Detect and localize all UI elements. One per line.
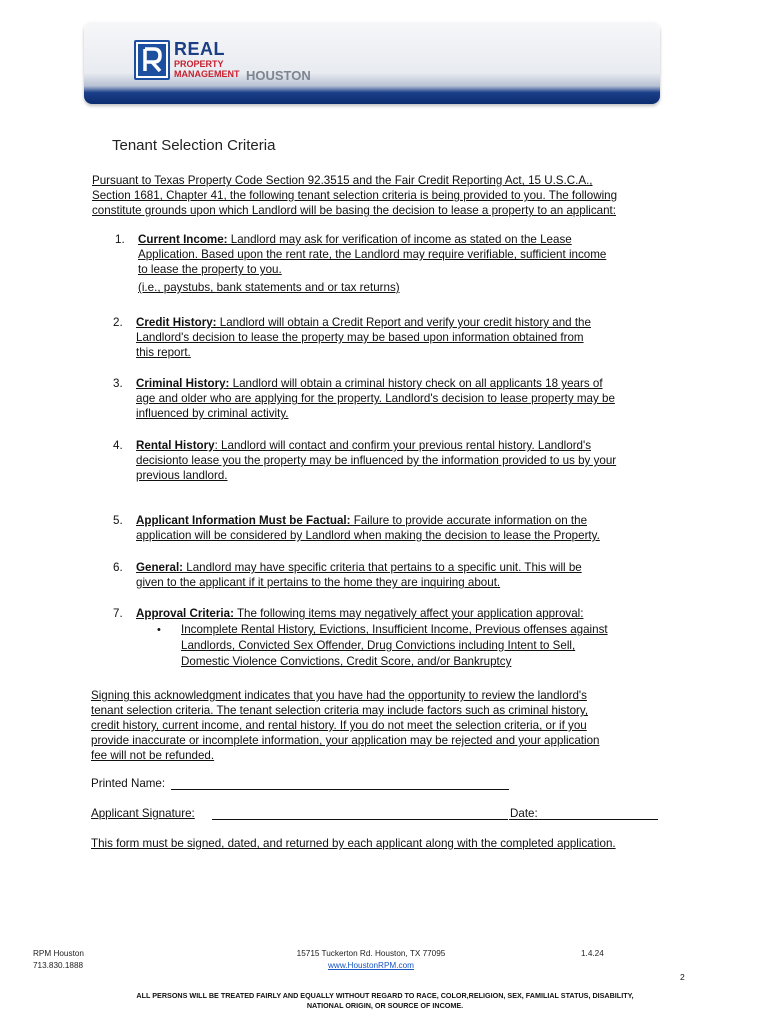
applicant-signature-field[interactable] — [212, 819, 508, 820]
acknowledgment-paragraph — [91, 688, 651, 763]
date-field[interactable] — [509, 819, 658, 820]
acknowledgment-line: fee will not be refunded. — [91, 749, 215, 762]
item-text: to lease the property to you. — [138, 263, 282, 276]
item-text: given to the applicant if it pertains to the home they are inquiring about. — [136, 576, 501, 589]
footer-website-link[interactable]: www.HoustonRPM.com — [328, 961, 414, 970]
item-text: Landlord will obtain a criminal history check on all applicants 18 years of — [229, 377, 603, 390]
item-number: 6. — [113, 561, 123, 574]
item-heading: Current Income: — [138, 233, 228, 246]
item-number: 3. — [113, 377, 123, 390]
item-heading: General: — [136, 561, 184, 574]
item-heading: Criminal History: — [136, 377, 230, 390]
printed-name-field[interactable] — [171, 789, 509, 790]
disclaimer-line: ALL PERSONS WILL BE TREATED FAIRLY AND EQUALLY WITHOUT REGARD TO RACE, COLOR,RELIGION, SEX, FAMILIAL STATUS, DISABILITY, — [136, 991, 634, 1000]
intro-line: constitute grounds upon which Landlord will be basing the decision to lease a property to an applicant: — [92, 204, 616, 217]
intro-line: Pursuant to Texas Property Code Section 92.3515 and the Fair Credit Reporting Act, 15 U.S.C.A., — [92, 174, 593, 187]
bullet-icon: • — [157, 624, 161, 636]
item-number: 7. — [113, 607, 123, 620]
item-text: previous landlord. — [136, 469, 228, 482]
item-heading: Approval Criteria: — [136, 607, 234, 620]
item-text: : Landlord will contact and confirm your previous rental history. Landlord's — [214, 439, 592, 452]
item-text: Landlord's decision to lease the property may be based upon information obtained from — [136, 331, 584, 344]
item-heading: Rental History — [136, 439, 215, 452]
applicant-signature-label: Applicant Signature: — [91, 807, 195, 820]
item-text: Landlord will obtain a Credit Report and verify your credit history and the — [216, 316, 591, 329]
item-text: this report. — [136, 346, 191, 359]
date-label: Date: — [510, 807, 538, 820]
document-title: Tenant Selection Criteria — [112, 137, 276, 154]
footer-company: RPM Houston — [33, 949, 84, 958]
item-heading: Applicant Information Must be Factual: — [136, 514, 351, 527]
item-text: influenced by criminal activity. — [136, 407, 289, 420]
list-item: Incomplete Rental History, Evictions, Insufficient Income, Previous offenses against — [181, 623, 608, 636]
item-number: 4. — [113, 439, 123, 452]
logo-real-text: REAL — [174, 39, 225, 59]
list-item: Domestic Violence Convictions, Credit Score, and/or Bankruptcy — [181, 655, 512, 668]
return-notice: This form must be signed, dated, and returned by each applicant along with the completed application. — [91, 837, 616, 850]
item-text: Landlord may have specific criteria that pertains to a specific unit. This will be — [183, 561, 582, 574]
item-heading: Credit History: — [136, 316, 217, 329]
footer-phone: 713.830.1888 — [33, 961, 84, 970]
acknowledgment-line: Signing this acknowledgment indicates that you have had the opportunity to review the landlord's — [91, 689, 587, 702]
item-text: application will be considered by Landlord when making the decision to lease the Property. — [136, 529, 600, 542]
footer-version: 1.4.24 — [581, 949, 604, 958]
item-number: 5. — [113, 514, 123, 527]
logo-city-text: HOUSTON — [246, 68, 311, 83]
logo-property-management-text: PROPERTY MANAGEMENT — [174, 59, 240, 79]
page-number: 2 — [680, 972, 685, 982]
fair-housing-disclaimer — [90, 991, 680, 1011]
intro-paragraph — [92, 173, 672, 218]
acknowledgment-line: credit history, current income, and rental history. If you do not meet the selection criteria, or if you — [91, 719, 587, 732]
printed-name-label: Printed Name: — [91, 777, 166, 790]
item-text: Application. Based upon the rent rate, the Landlord may require verifiable, sufficient income — [138, 248, 607, 261]
footer-address-block — [296, 948, 446, 972]
approval-criteria-list — [181, 622, 651, 670]
intro-line: Section 1681, Chapter 41, the following tenant selection criteria is being provided to you. The following — [92, 189, 618, 202]
footer-address: 15715 Tuckerton Rd. Houston, TX 77095 — [296, 949, 446, 958]
logo-r-icon — [134, 40, 170, 80]
item-number: 1. — [115, 233, 125, 246]
list-item: Landlords, Convicted Sex Offender, Drug Convictions including Intent to Sell, — [181, 639, 576, 652]
item-number: 2. — [113, 316, 123, 329]
disclaimer-line: NATIONAL ORIGIN, OR SOURCE OF INCOME. — [306, 1001, 464, 1010]
item-text: Failure to provide accurate information on the — [350, 514, 588, 527]
acknowledgment-line: tenant selection criteria. The tenant selection criteria may include factors such as criminal history, — [91, 704, 589, 717]
item-text: age and older who are applying for the property. Landlord's decision to lease property may be — [136, 392, 615, 405]
item-text: The following items may negatively affect your application approval: — [233, 607, 584, 620]
item-text: Landlord may ask for verification of income as stated on the Lease — [227, 233, 572, 246]
footer-contact — [33, 948, 84, 972]
acknowledgment-line: provide inaccurate or incomplete information, your application may be rejected and your application — [91, 734, 600, 747]
header-banner — [84, 22, 660, 104]
item-note: (i.e., paystubs, bank statements and or tax returns) — [138, 281, 400, 294]
item-text: decisionto lease you the property may be influenced by the information provided to us by your — [136, 454, 617, 467]
